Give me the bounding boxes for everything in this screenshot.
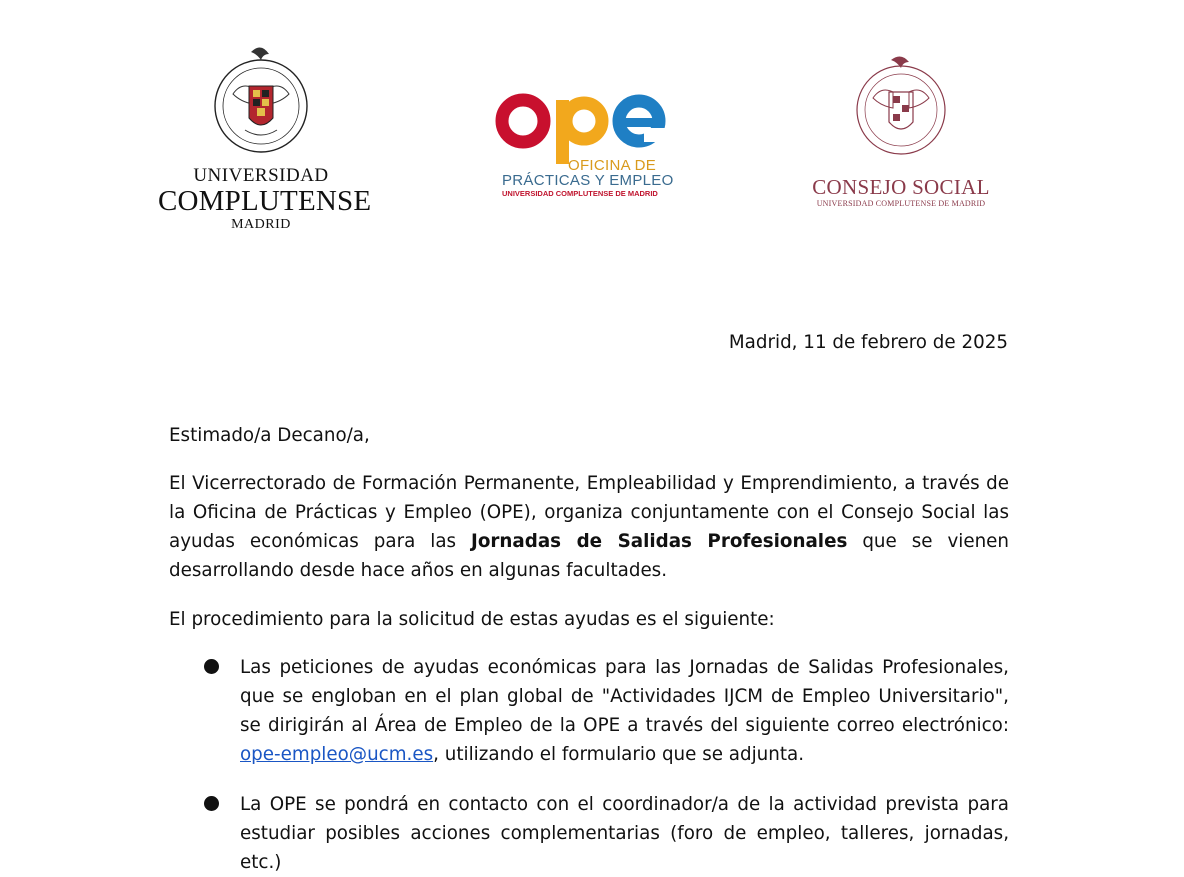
ucm-logo [158,44,372,234]
consejo-line1: CONSEJO SOCIAL [812,175,990,199]
consejo-social-logo [806,54,996,210]
paragraph-intro [169,469,1009,585]
ope-logo [494,92,674,198]
letter-date: Madrid, 11 de febrero de 2025 [728,332,1008,353]
ucm-line3: MADRID [231,217,291,232]
bullet-icon [204,796,219,811]
paragraph-procedure: El procedimiento para la solicitud de estas ayudas es el siguiente: [169,609,775,630]
ope-wordmark-icon [494,92,670,164]
list-item-text-end: , utilizando el formulario que se adjunta. [433,744,805,765]
list-item: La OPE se pondrá en contacto con el coordinador/a de la actividad prevista para estudiar posibles acciones complementarias (foro de empleo, talleres, jornadas, etc.) [240,794,1009,873]
ucm-line2: COMPLUTENSE [158,185,372,217]
ucm-crest-icon [211,44,311,162]
letter-greeting: Estimado/a Decano/a, [169,425,370,446]
ope-line1: OFICINA DE [568,157,657,174]
bullet-icon [204,659,219,674]
consejo-crest-icon [853,54,949,162]
email-link[interactable]: ope-empleo@ucm.es [240,744,434,765]
paragraph-intro-text-end: que se vienen desarrollando desde hace años en algunas facultades. [169,531,1010,581]
paragraph-intro-text: El Vicerrectorado de Formación Permanente, Empleabilidad y Emprendimiento, a través de la Oficina de Prácticas y Empleo (OPE), organiza conjuntamente con el Consejo Social las ayudas económicas para las [169,473,1009,552]
ope-line2: PRÁCTICAS Y EMPLEO [502,172,674,189]
list-item-text: Las peticiones de ayudas económicas para las Jornadas de Salidas Profesionales, que se engloban en el plan global de "Actividades IJCM de Empleo Universitario", se dirigirán al Área de Empleo de la OPE a través del siguiente correo electrónico: [240,657,1009,736]
list-item [240,653,1009,769]
ope-line3: UNIVERSIDAD COMPLUTENSE DE MADRID [502,189,658,198]
consejo-line2: UNIVERSIDAD COMPLUTENSE DE MADRID [816,199,986,208]
ucm-line1: UNIVERSIDAD [193,165,329,186]
paragraph-intro-bold: Jornadas de Salidas Profesionales [471,531,848,552]
